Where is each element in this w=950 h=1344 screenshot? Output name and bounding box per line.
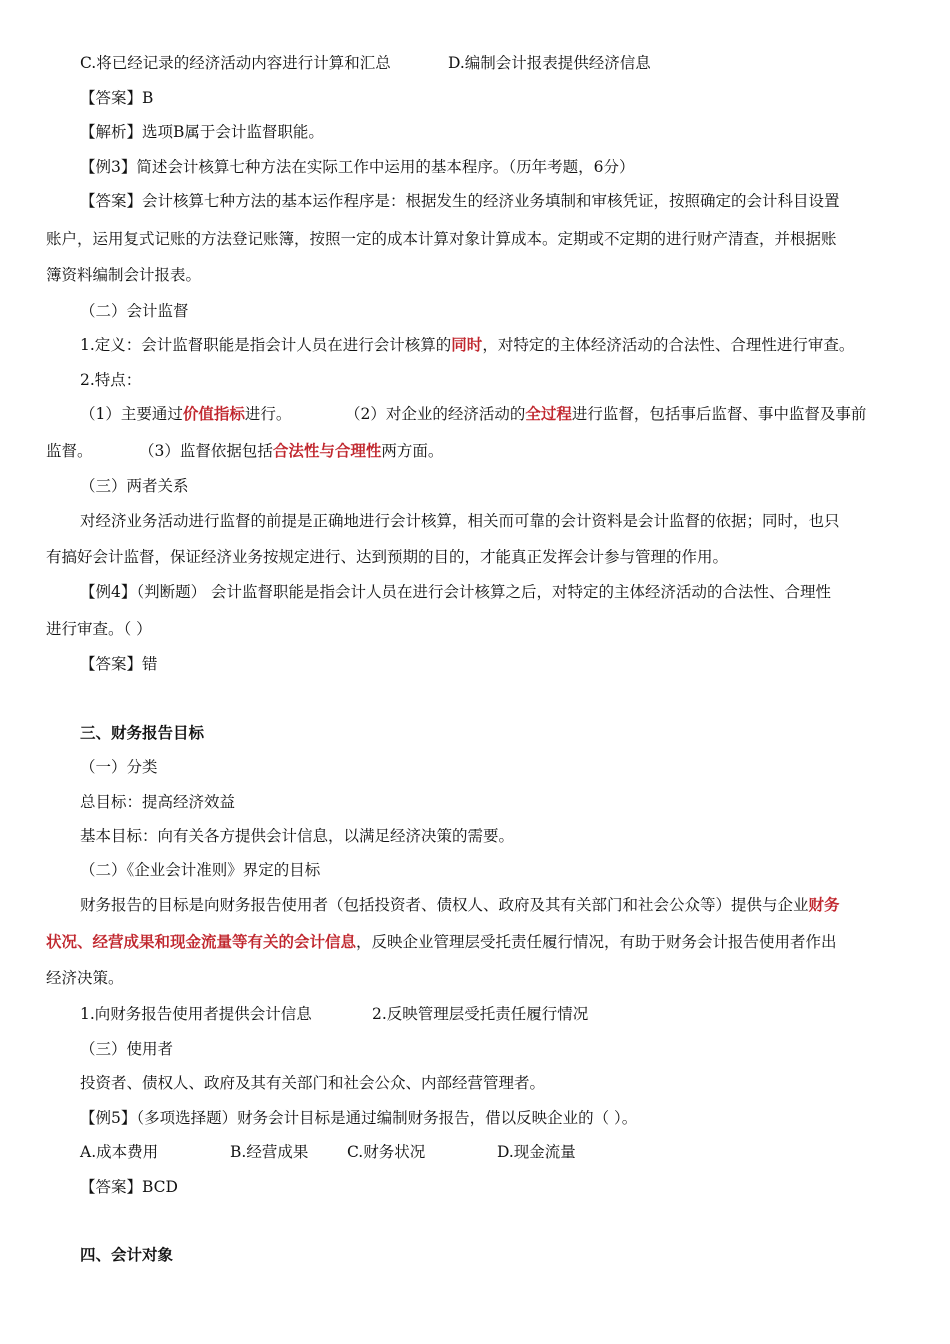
example-5-option-b: B.经营成果 — [230, 1143, 309, 1161]
features-line-2b — [139, 441, 443, 461]
subheading-users: （三）使用者 — [80, 1040, 174, 1058]
subheading-classification: （一）分类 — [80, 758, 158, 776]
example-5-question: 【例5】（多项选择题）财务会计目标是通过编制财务报告，借以反映企业的（ ）。 — [80, 1109, 638, 1127]
example-5-option-c: C.财务状况 — [347, 1143, 426, 1161]
reporting-goal-post: ，反映企业管理层受托责任履行情况，有助于财务会计报告使用者作出 — [356, 933, 837, 951]
example-3-answer-line-1: 【答案】会计核算七种方法的基本运作程序是：根据发生的经济业务填制和审核凭证，按照确定的会计科目设置 — [80, 192, 840, 210]
features-line-2a: 监督。 — [46, 442, 93, 460]
feature-3-emphasis: 合法性与合理性 — [272, 441, 382, 460]
option-d: D.编制会计报表提供经济信息 — [448, 54, 651, 72]
section-4-heading: 四、会计对象 — [80, 1245, 174, 1264]
relationship-line-1: 对经济业务活动进行监督的前提是正确地进行会计核算，相关而可靠的会计资料是会计监督的依据；同时，也只 — [80, 512, 840, 530]
overall-goal: 总目标：提高经济效益 — [80, 793, 236, 811]
feature-1-post: 进行。 — [244, 405, 292, 423]
example-3-question: 【例3】简述会计核算七种方法在实际工作中运用的基本程序。（历年考题，6分） — [80, 158, 635, 176]
subheading-relationship: （三）两者关系 — [80, 477, 189, 495]
definition-text-pre: 1.定义：会计监督职能是指会计人员在进行会计核算的 — [80, 336, 452, 354]
definition-line — [80, 335, 854, 355]
definition-text-post: ，对特定的主体经济活动的合法性、合理性进行审查。 — [482, 336, 855, 354]
features-heading: 2.特点： — [80, 371, 142, 389]
feature-3-pre: （3）监督依据包括 — [139, 442, 273, 460]
reporting-goal-emphasis-2: 状况、经营成果和现金流量等有关的会计信息 — [46, 932, 357, 951]
example-5-answer: 【答案】BCD — [80, 1178, 178, 1196]
features-line-1a — [80, 404, 291, 424]
subheading-standards-goal: （二）《企业会计准则》界定的目标 — [80, 861, 321, 879]
reporting-goal-line-2 — [46, 932, 837, 952]
reporting-goal-line-1 — [80, 895, 840, 915]
feature-1-emphasis: 价值指标 — [182, 404, 245, 423]
reporting-goal-pre: 财务报告的目标是向财务报告使用者（包括投资者、债权人、政府及其有关部门和社会公众等）提供与企业 — [80, 896, 809, 914]
example-3-answer-line-2: 账户，运用复式记账的方法登记账簿，按照一定的成本计算对象计算成本。定期或不定期的进行财产清查，并根据账 — [46, 230, 837, 248]
relationship-line-2: 有搞好会计监督，保证经济业务按规定进行、达到预期的目的，才能真正发挥会计参与管理的作用。 — [46, 548, 729, 566]
example-4-answer: 【答案】错 — [80, 655, 158, 673]
reporting-goal-line-3: 经济决策。 — [46, 969, 124, 987]
example-5-option-d: D.现金流量 — [497, 1143, 576, 1161]
option-c: C.将已经记录的经济活动内容进行计算和汇总 — [80, 54, 391, 72]
goal-item-1: 1.向财务报告使用者提供会计信息 — [80, 1005, 312, 1023]
example-4-question-line-2: 进行审查。（ ） — [46, 620, 152, 638]
feature-1-pre: （1）主要通过 — [80, 405, 183, 423]
feature-2-pre: （2）对企业的经济活动的 — [345, 405, 526, 423]
answer-line: 【答案】B — [80, 89, 154, 107]
users-list: 投资者、债权人、政府及其有关部门和社会公众、内部经营管理者。 — [80, 1074, 546, 1092]
analysis-line: 【解析】选项B属于会计监督职能。 — [80, 123, 324, 141]
feature-2-emphasis: 全过程 — [525, 404, 572, 423]
reporting-goal-emphasis-1: 财务 — [808, 895, 840, 914]
feature-3-post: 两方面。 — [381, 442, 444, 460]
example-5-option-a: A.成本费用 — [80, 1143, 159, 1161]
goal-item-2: 2.反映管理层受托责任履行情况 — [372, 1005, 589, 1023]
example-3-answer-line-3: 簿资料编制会计报表。 — [46, 266, 202, 284]
subheading-accounting-supervision: （二）会计监督 — [80, 302, 189, 320]
basic-goal: 基本目标：向有关各方提供会计信息，以满足经济决策的需要。 — [80, 827, 515, 845]
example-4-question-line-1: 【例4】（判断题） 会计监督职能是指会计人员在进行会计核算之后，对特定的主体经济活动的合法性、合理性 — [80, 583, 832, 601]
feature-2-post: 进行监督，包括事后监督、事中监督及事前 — [571, 405, 867, 423]
definition-emphasis: 同时 — [451, 335, 483, 354]
features-line-1b — [345, 404, 866, 424]
section-3-heading: 三、财务报告目标 — [80, 723, 205, 742]
